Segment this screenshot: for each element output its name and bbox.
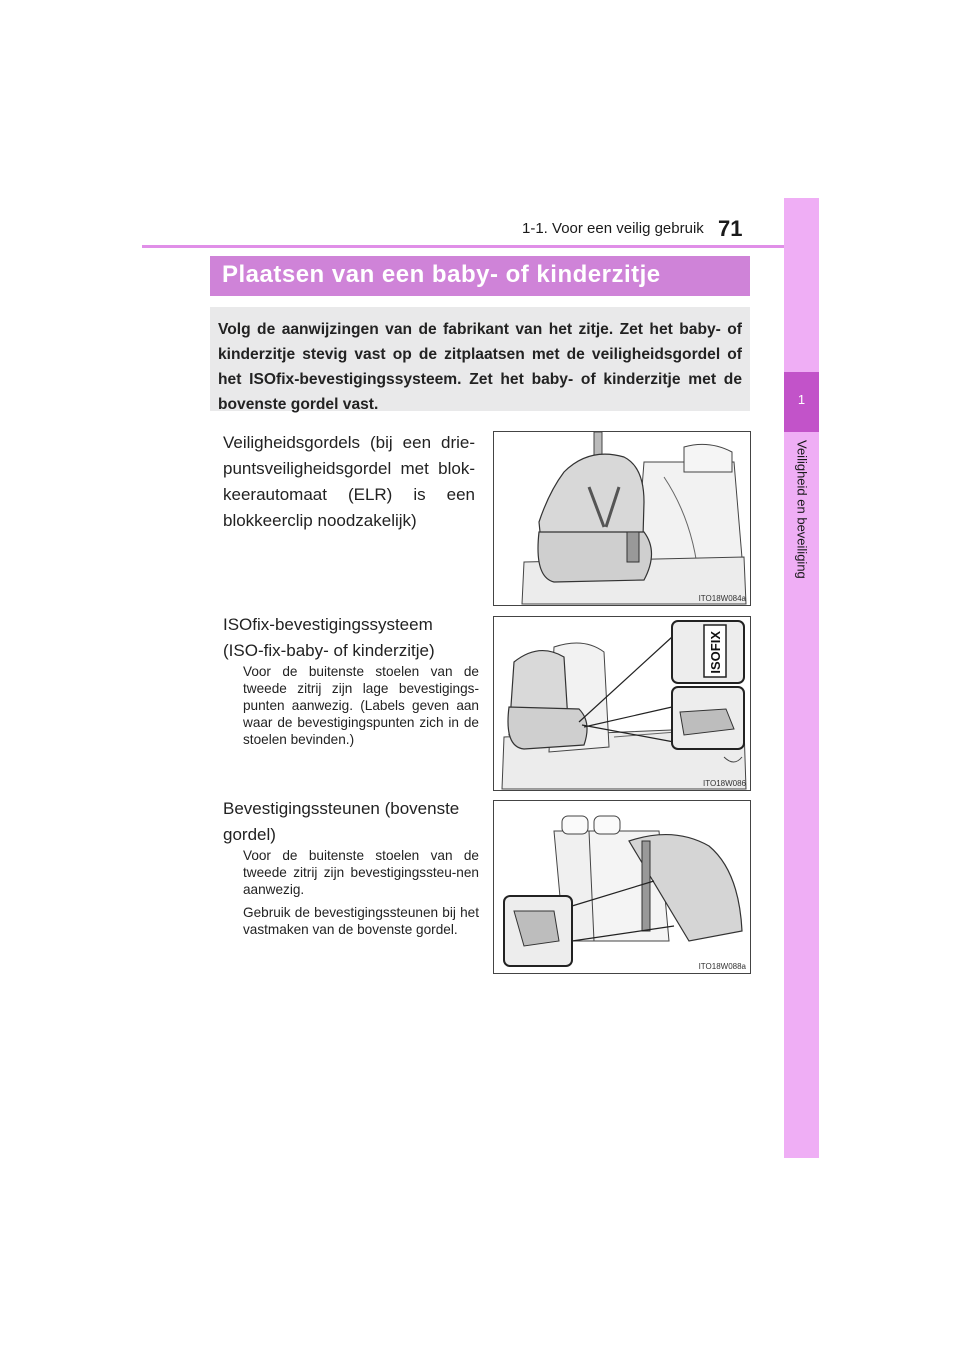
isofix-label-box <box>704 626 726 678</box>
tether-illustration <box>494 801 750 973</box>
chapter-number: 1 <box>797 392 806 407</box>
isofix-label: ISOFIX <box>707 630 723 674</box>
page-number: 71 <box>718 216 743 241</box>
figure-seatbelt <box>493 431 751 606</box>
chapter-side-tab <box>784 198 819 1158</box>
intro-box: Volg de aanwijzingen van de fabrikant van het zitje. Zet het baby- of kinderzitje stevig vast op de zitplaatsen met de veiligheidsgordel of het ISOfix-bevestigingssysteem. Zet het baby- of kinderzitje met de bovenste gordel vast. <box>210 307 750 411</box>
page-title: Plaatsen van een baby- of kinderzitje <box>222 261 661 288</box>
section-title: 1-1. Voor een veilig gebruik <box>522 220 704 237</box>
item-tether-text-2: Gebruik de bevestigingssteunen bij het vastmaken van de bovenste gordel. <box>243 905 479 937</box>
figure-code: ITO18W088a <box>698 962 746 971</box>
figure-tether <box>493 800 751 974</box>
figure-code: ITO18W086 <box>703 779 746 788</box>
header-rule <box>142 245 817 248</box>
chapter-title: Veiligheid en beveiliging <box>794 440 810 579</box>
item-isofix-text: Voor de buitenste stoelen van de tweede zitrij zijn lage bevestigings-punten aanwezig. (Labels geven aan waar de bevestigingspunten zich in de stoelen bevinden.) <box>243 664 479 747</box>
item-isofix-title: ISOfix-bevestigingssysteem (ISO-fix-baby- of kinderzitje) <box>223 615 435 660</box>
item-tether-text-1: Voor de buitenste stoelen van de tweede zitrij zijn bevestigingssteu-nen aanwezig. <box>243 848 479 897</box>
item-tether-title: Bevestigingssteunen (bovenste gordel) <box>223 799 460 844</box>
figure-isofix <box>493 616 751 791</box>
item-seatbelt-title: Veiligheidsgordels (bij een drie-puntsveiligheidsgordel met blok-keerautomaat (ELR) is een blokkeerclip noodzakelijk) <box>223 433 475 530</box>
seatbelt-illustration <box>494 432 750 605</box>
figure-code: ITO18W084a <box>698 594 746 603</box>
